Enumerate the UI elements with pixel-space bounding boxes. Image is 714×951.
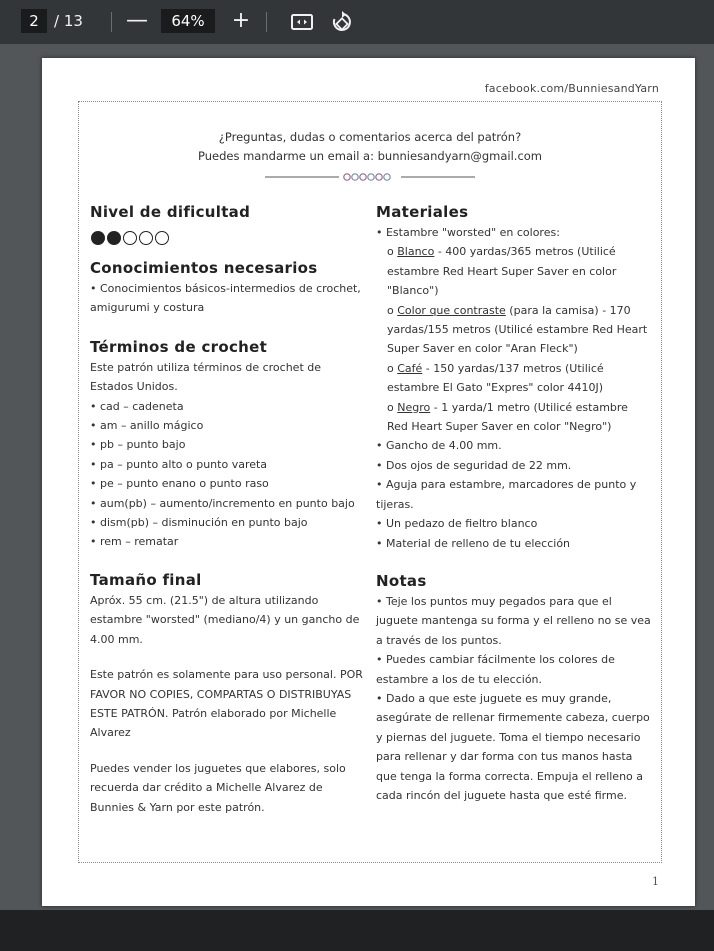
color-name: Color que contraste: [397, 303, 506, 317]
toolbar-separator: [111, 12, 112, 32]
content-frame: [78, 101, 662, 863]
rotate-icon[interactable]: [329, 9, 355, 35]
color-name: Negro: [397, 400, 431, 414]
knowledge-heading: Conocimientos necesarios: [90, 259, 318, 277]
terms-intro: Este patrón utiliza términos de crochet de Estados Unidos.: [90, 360, 321, 394]
sell-text: Puedes vender los juguetes que elabores, solo recuerda dar crédito a Michelle Alvarez de Bunnies & Yarn por este patrón.: [90, 761, 346, 814]
terms-list: [90, 397, 366, 552]
page-number: 1: [652, 875, 659, 888]
right-column: [376, 201, 652, 805]
ornament-divider: [265, 171, 475, 183]
difficulty-rating: [91, 231, 366, 245]
material-item: • Material de relleno de tu elección: [376, 536, 571, 550]
size-text: Apróx. 55 cm. (21.5") de altura utilizando estambre "worsted" (mediano/4) y un gancho de 4.00 mm.: [90, 593, 360, 646]
materials-heading: Materiales: [376, 203, 469, 221]
note-item: • Puedes cambiar fácilmente los colores de estambre a los de tu elección.: [376, 653, 615, 686]
pdf-toolbar: [0, 0, 714, 44]
zoom-in-button[interactable]: +: [231, 8, 251, 33]
toolbar-separator: [266, 12, 267, 32]
difficulty-empty-circle: [155, 231, 169, 245]
fit-to-page-icon[interactable]: [289, 9, 315, 35]
intro-line: Puedes mandarme un email a: bunniesandyarn@gmail.com: [197, 149, 543, 163]
material-item: • Gancho de 4.00 mm.: [376, 439, 502, 453]
page-number-input[interactable]: 2: [21, 9, 47, 33]
notes-heading: Notas: [376, 571, 427, 590]
color-name: Café: [397, 361, 423, 375]
term-item: • cad – cadeneta: [90, 399, 184, 413]
note-item: • Dado a que este juguete es muy grande, asegúrate de rellenar firmemente cabeza, cuerpo y piernas del juguete. Toma el tiempo necesario para rellenar y dar forma con tus manos hasta que tenga la forma correcta. Empuja el relleno a cada rincón del juguete hasta que esté firme.: [376, 691, 650, 802]
materials-intro: • Estambre "worsted" en colores:: [376, 226, 560, 239]
page-total-label: / 13: [54, 12, 83, 30]
term-item: • pa – punto alto o punto vareta: [90, 457, 268, 471]
difficulty-heading: Nivel de dificultad: [90, 203, 251, 221]
notes-list: [376, 592, 652, 805]
personal-use-text: Este patrón es solamente para uso personal. POR FAVOR NO COPIES, COMPARTAS O DISTRIBUYAS ESTE PATRÓN. Patrón elaborado por Michelle Alvarez: [90, 668, 363, 740]
facebook-link: facebook.com/BunniesandYarn: [484, 82, 659, 95]
term-item: • aum(pb) – aumento/incremento en punto bajo: [90, 496, 355, 510]
pdf-page: [42, 58, 695, 906]
term-item: • am – anillo mágico: [90, 419, 204, 433]
material-color-item: o Negro - 1 yarda/1 metro (Utilicé estambre Red Heart Super Saver en color "Negro"): [387, 400, 628, 434]
term-item: • dism(pb) – disminución en punto bajo: [90, 516, 308, 530]
material-item: • Aguja para estambre, marcadores de punto y tijeras.: [376, 478, 637, 511]
intro-text: [79, 128, 661, 166]
zoom-level-input[interactable]: 64%: [161, 9, 215, 33]
difficulty-empty-circle: [123, 231, 137, 245]
material-color-item: o Color que contraste (para la camisa) - 170 yardas/155 metros (Utilicé estambre Red Heart Super Saver en color "Aran Fleck"): [387, 303, 648, 356]
difficulty-empty-circle: [139, 231, 153, 245]
intro-line: ¿Preguntas, dudas o comentarios acerca del patrón?: [218, 130, 522, 144]
term-item: • pe – punto enano o punto raso: [90, 477, 269, 491]
material-item: • Un pedazo de fieltro blanco: [376, 517, 538, 531]
materials-list: [376, 436, 652, 552]
difficulty-filled-circle: [107, 231, 121, 245]
color-name: Blanco: [397, 245, 435, 259]
note-item: • Teje los puntos muy pegados para que el juguete mantenga su forma y el relleno no se vea a través de los puntos.: [376, 594, 651, 647]
material-color-item: o Blanco - 400 yardas/365 metros (Utilicé estambre Red Heart Super Saver en color "Blanco"): [387, 245, 617, 298]
viewer-background: [0, 44, 714, 58]
terms-heading: Términos de crochet: [90, 337, 268, 356]
material-color-item: o Café - 150 yardas/137 metros (Utilicé estambre El Gato "Expres" color 4410J): [387, 361, 604, 395]
term-item: • pb – punto bajo: [90, 438, 186, 452]
difficulty-filled-circle: [91, 231, 105, 245]
term-item: • rem – rematar: [90, 535, 179, 549]
material-item: • Dos ojos de seguridad de 22 mm.: [376, 458, 572, 472]
knowledge-text: • Conocimientos básicos-intermedios de crochet, amigurumi y costura: [90, 282, 361, 315]
left-column: [90, 201, 366, 817]
zoom-out-button[interactable]: —: [126, 8, 148, 33]
viewer-bottom-area: [0, 910, 714, 951]
size-heading: Tamaño final: [90, 570, 202, 589]
